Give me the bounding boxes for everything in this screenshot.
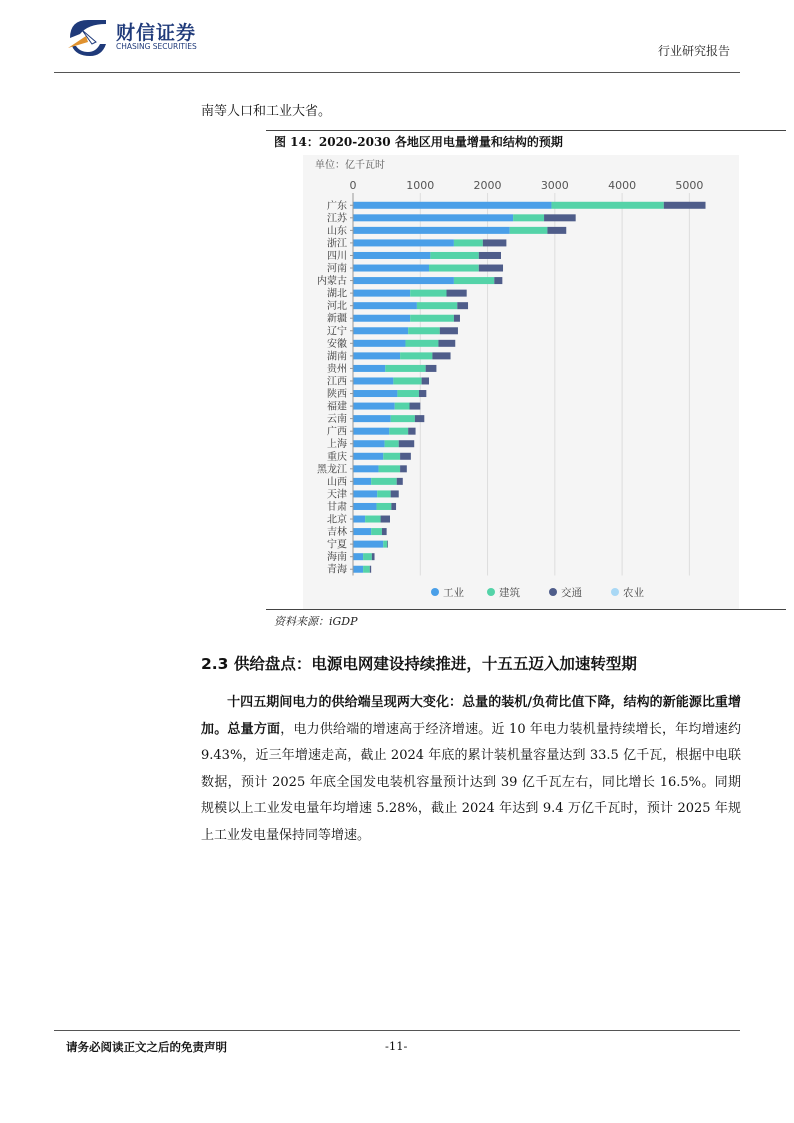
stacked-bar-chart [303, 155, 739, 609]
bar-segment [371, 528, 382, 535]
bar-segment [419, 390, 426, 397]
category-label: 河南 [327, 263, 347, 275]
category-label: 广西 [327, 426, 347, 438]
bar-segment [385, 365, 425, 372]
source-divider [266, 609, 786, 610]
category-label: 四川 [327, 250, 347, 262]
bar-segment [430, 252, 478, 259]
bar-segment [410, 403, 421, 410]
category-label: 黑龙江 [317, 464, 347, 476]
bar-segment [415, 415, 424, 422]
legend-label: 建筑 [499, 587, 520, 599]
bar-segment [405, 340, 438, 347]
figure-source: 资料来源：iGDP [274, 615, 358, 628]
bar-segment [353, 277, 454, 284]
category-label: 安徽 [327, 338, 347, 350]
bar-segment [353, 327, 408, 334]
category-label: 贵州 [327, 363, 347, 375]
figure-title: 图 14：2020-2030 各地区用电量增量和结构的预期 [266, 130, 786, 152]
bar-segment [551, 202, 663, 209]
legend-marker [487, 588, 495, 596]
bar-segment [365, 516, 380, 523]
category-label: 山西 [327, 476, 347, 488]
bar-segment [353, 403, 395, 410]
bar-segment [410, 315, 454, 322]
bar-segment [353, 352, 400, 359]
bar-segment [408, 327, 440, 334]
category-label: 江苏 [327, 213, 347, 225]
bar-segment [381, 516, 390, 523]
bar-segment [389, 428, 408, 435]
chart-unit-label: 单位：亿千瓦时 [315, 160, 385, 171]
logo-chinese-name: 财信证券 [116, 22, 197, 44]
category-label: 甘肃 [327, 501, 347, 513]
category-label: 宁夏 [327, 539, 347, 551]
paragraph-rest: ，电力供给端的增速高于经济增速。近 10 年电力装机量持续增长，年均增速约 9.43%，近三年增速走高，截止 2024 年底的累计装机量容量达到 33.5 亿千瓦，根据中电联数据，预计 2025 年底全国发电装机容量预计达到 39 亿千瓦左右，同比增长 16.5%。同期规模以上工业发电量年均增速 5.28%，截止 2024 年达到 9.4 万亿千瓦时，预计 2025 年规上工业发电量保持同等增速。 [201, 721, 741, 843]
bar-segment [353, 490, 377, 497]
bar-segment [391, 415, 415, 422]
bar-segment [363, 553, 372, 560]
disclaimer-note: 请务必阅读正文之后的免责声明 [66, 1040, 227, 1054]
bar-segment [353, 302, 417, 309]
category-label: 江西 [327, 376, 347, 388]
bar-segment [417, 302, 457, 309]
bar-segment [353, 239, 454, 246]
bar-segment [353, 365, 385, 372]
bar-segment [353, 340, 405, 347]
category-label: 海南 [327, 552, 347, 564]
bar-segment [393, 377, 421, 384]
bar-segment [353, 453, 383, 460]
bar-segment [426, 365, 437, 372]
bar-segment [370, 566, 371, 573]
bar-segment [353, 428, 389, 435]
x-tick-label: 0 [349, 179, 357, 192]
x-tick-label: 5000 [675, 179, 704, 192]
bar-segment [400, 453, 411, 460]
bar-segment [400, 352, 432, 359]
x-tick-label: 1000 [406, 179, 435, 192]
header-divider [54, 72, 740, 73]
bar-segment [447, 290, 467, 297]
logo-english-name: CHASING SECURITIES [116, 42, 197, 51]
bar-segment [377, 503, 392, 510]
bar-segment [353, 227, 510, 234]
report-type-label: 行业研究报告 [657, 44, 730, 58]
bar-segment [454, 315, 460, 322]
bar-segment [397, 478, 403, 485]
bar-segment [353, 315, 410, 322]
bar-segment [353, 377, 393, 384]
bar-segment [353, 440, 385, 447]
bar-segment [382, 528, 387, 535]
bar-segment [408, 428, 415, 435]
bar-segment [353, 465, 379, 472]
legend-label: 农业 [623, 587, 644, 599]
bar-segment [664, 202, 706, 209]
page-number: -11- [385, 1039, 408, 1053]
bar-segment [353, 202, 551, 209]
section-heading: 2.3 供给盘点：电源电网建设持续推进，十五五迈入加速转型期 [201, 655, 637, 673]
bar-segment [353, 528, 371, 535]
category-label: 广东 [327, 200, 347, 212]
category-label: 山东 [327, 225, 347, 237]
bar-segment [410, 290, 446, 297]
bar-segment [363, 566, 370, 573]
bar-segment [513, 214, 544, 221]
category-label: 辽宁 [327, 326, 347, 338]
bar-segment [353, 390, 397, 397]
paragraph-bold-lead: 十四五期间电力的供给端呈现两大变化：总量的装机/负荷比值下降，结构的新能源比重增加。总量方面 [201, 695, 741, 737]
bar-segment [353, 265, 429, 272]
x-tick-label: 4000 [608, 179, 637, 192]
bar-segment [544, 214, 576, 221]
category-label: 上海 [327, 439, 347, 451]
legend-marker [431, 588, 439, 596]
chart-container [303, 155, 739, 609]
bar-segment [479, 252, 501, 259]
company-logo [66, 16, 206, 60]
bar-segment [399, 440, 414, 447]
bar-segment [391, 490, 399, 497]
bar-segment [479, 265, 503, 272]
bar-segment [457, 302, 468, 309]
bar-segment [547, 227, 566, 234]
category-label: 湖北 [327, 288, 347, 300]
category-label: 浙江 [327, 238, 347, 250]
bar-segment [353, 553, 363, 560]
category-label: 陕西 [327, 389, 347, 401]
bar-segment [353, 214, 513, 221]
bar-segment [383, 541, 387, 548]
bar-segment [454, 239, 483, 246]
legend-label: 工业 [443, 587, 464, 599]
bar-segment [429, 265, 479, 272]
bar-segment [353, 516, 365, 523]
bar-segment [383, 453, 400, 460]
category-label: 重庆 [327, 451, 347, 463]
bar-segment [432, 352, 450, 359]
bar-segment [395, 403, 410, 410]
legend-marker [549, 588, 557, 596]
bar-segment [422, 377, 429, 384]
intro-text: 南等人口和工业大省。 [201, 104, 332, 119]
category-label: 内蒙古 [317, 276, 347, 288]
bar-segment [510, 227, 548, 234]
bar-segment [353, 415, 391, 422]
bar-segment [438, 340, 455, 347]
bar-segment [371, 478, 397, 485]
bar-segment [483, 239, 507, 246]
legend-marker [611, 588, 619, 596]
bar-segment [353, 290, 410, 297]
bar-segment [379, 465, 401, 472]
category-label: 青海 [327, 564, 347, 576]
bar-segment [353, 541, 383, 548]
category-label: 天津 [327, 489, 347, 501]
bar-segment [387, 541, 388, 548]
legend-label: 交通 [561, 587, 582, 599]
category-label: 湖南 [327, 351, 347, 363]
category-label: 福建 [327, 401, 347, 413]
bar-segment [353, 252, 430, 259]
category-label: 河北 [327, 301, 347, 313]
x-tick-label: 2000 [473, 179, 502, 192]
bar-segment [385, 440, 399, 447]
logo-mark-icon [66, 16, 110, 60]
bar-segment [400, 465, 407, 472]
bar-segment [494, 277, 502, 284]
bar-segment [454, 277, 494, 284]
bar-segment [377, 490, 390, 497]
bar-segment [440, 327, 458, 334]
bar-segment [353, 566, 363, 573]
footer-divider [54, 1030, 740, 1031]
category-label: 吉林 [327, 527, 347, 539]
bar-segment [353, 478, 371, 485]
bar-segment [397, 390, 419, 397]
category-label: 云南 [327, 414, 347, 426]
bar-segment [353, 503, 377, 510]
bar-segment [372, 553, 375, 560]
category-label: 北京 [327, 514, 347, 526]
x-tick-label: 3000 [540, 179, 569, 192]
body-paragraph [201, 690, 741, 849]
bar-segment [391, 503, 396, 510]
category-label: 新疆 [327, 313, 347, 325]
